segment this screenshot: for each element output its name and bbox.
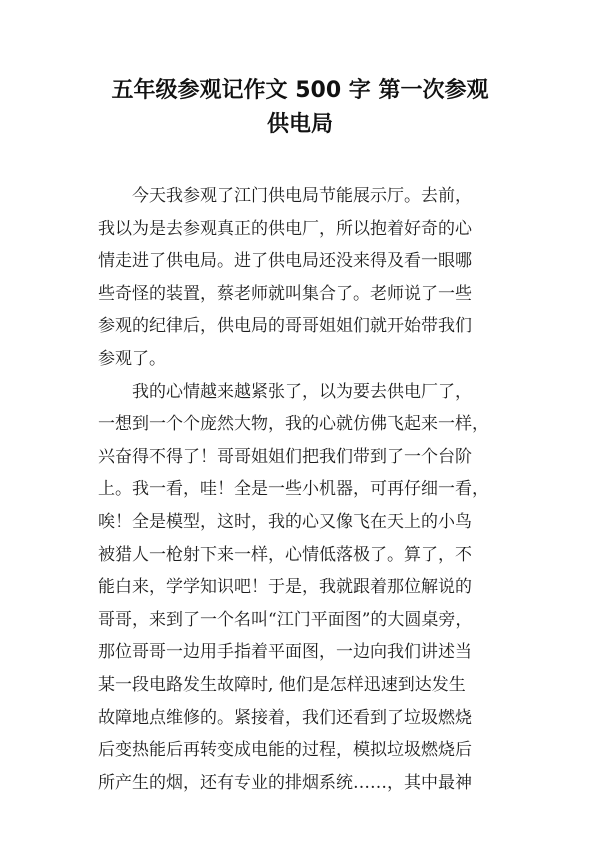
title-line-1: 五年级参观记作文 500 字 第一次参观 (111, 78, 489, 103)
paragraph-2-line: 后变热能后再转变成电能的过程，模拟垃圾燃烧后 (98, 740, 472, 761)
paragraph-2-line: 兴奋得不得了！哥哥姐姐们把我们带到了一个台阶 (98, 446, 472, 467)
paragraph-2-line: 那位哥哥一边用手指着平面图，一边向我们讲述当 (98, 642, 472, 663)
paragraph-2-line: 某一段电路发生故障时, 他们是怎样迅速到达发生 (98, 674, 466, 695)
page-title (60, 74, 540, 142)
paragraph-1-line: 参观了。 (98, 348, 166, 369)
paragraph-2-line: 一想到一个个庞然大物，我的心就仿佛飞起来一样， (98, 414, 489, 435)
paragraph-2-line: 所产生的烟，还有专业的排烟系统……，其中最神 (98, 772, 472, 793)
title-line-2: 供电局 (266, 112, 333, 137)
paragraph-1-line: 今天我参观了江门供电局节能展示厅。去前， (132, 186, 472, 206)
paragraph-2-line: 哥哥，来到了一个名叫“江门平面图”的大圆桌旁， (98, 609, 473, 630)
paragraph-1-line: 我以为是去参观真正的供电厂，所以抱着好奇的心 (98, 218, 472, 239)
paragraph-2-line: 被猎人一枪射下来一样，心情低落极了。算了，不 (98, 544, 472, 565)
paragraph-1-line: 情走进了供电局。进了供电局还没来得及看一眼哪 (98, 251, 472, 272)
paragraph-1-line: 参观的纪律后，供电局的哥哥姐姐们就开始带我们 (98, 316, 472, 337)
paragraph-2-line: 故障地点维修的。紧接着，我们还看到了垃圾燃烧 (98, 707, 472, 728)
paragraph-2-line: 能白来，学学知识吧！于是，我就跟着那位解说的 (98, 577, 472, 598)
paragraph-2-line: 上。我一看，哇！全是一些小机器，可再仔细一看， (98, 479, 489, 500)
article-body (98, 180, 506, 799)
paragraph-2-line: 我的心情越来越紧张了，以为要去供电厂了， (132, 381, 472, 402)
paragraph-2-line: 唉！全是模型，这时，我的心又像飞在天上的小鸟 (98, 511, 472, 532)
paragraph-1-line: 些奇怪的装置，蔡老师就叫集合了。老师说了一些 (98, 283, 472, 304)
